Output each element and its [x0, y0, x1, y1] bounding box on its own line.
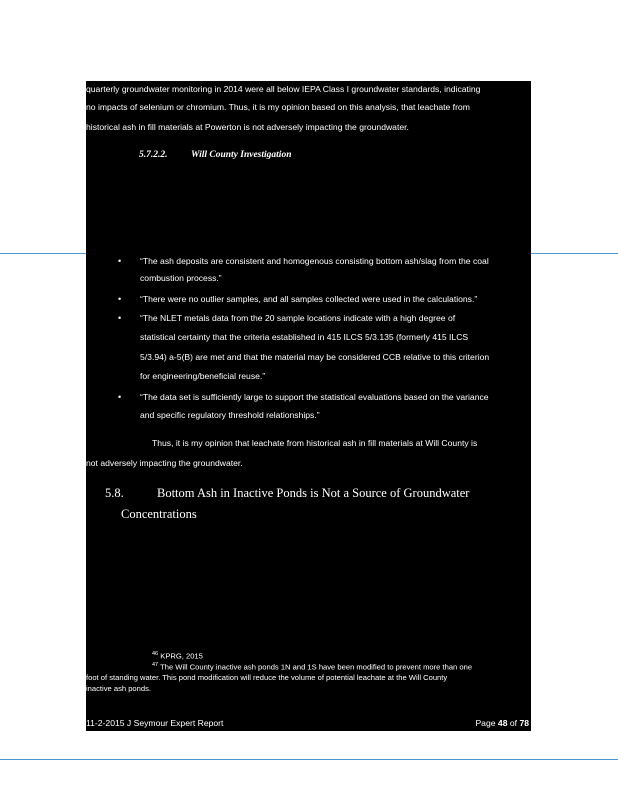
bullet-4-line-2: and specific regulatory threshold relationships.” — [140, 410, 320, 420]
document-page — [86, 81, 531, 731]
intro-line-2: no impacts of selenium or chromium. Thus, it is my opinion based on this analysis, that leachate from — [86, 102, 470, 112]
intro-line-1: quarterly groundwater monitoring in 2014 were all below IEPA Class I groundwater standards, indicating — [86, 84, 481, 94]
footnote-mark: 47 — [152, 662, 159, 668]
footnote-47-cont-1: foot of standing water. This pond modification will reduce the volume of potential leachate at the Will County — [86, 673, 448, 682]
bullet-3-line-3: 5/3.94) a-5(B) are met and that the material may be considered CCB relative to this criterion — [140, 352, 490, 362]
bullet-3-line-4: for engineering/beneficial reuse.” — [140, 371, 266, 381]
footnote-text: The Will County inactive ash ponds 1N and 1S have been modified to prevent more than one — [160, 662, 473, 672]
bullet-1-line-1: “The ash deposits are consistent and homogenous consisting bottom ash/slag from the coal — [140, 256, 489, 266]
section-58-number: 5.8. — [105, 486, 124, 500]
bullet-3-line-2: statistical certainty that the criteria established in 415 ILCS 5/3.135 (formerly 415 ILCS — [140, 332, 469, 342]
conclusion-line-2: not adversely impacting the groundwater. — [86, 458, 243, 468]
conclusion-line-1: Thus, it is my opinion that leachate from historical ash in fill materials at Will County is — [152, 438, 478, 448]
bullet-1-line-2: combustion process.” — [140, 273, 222, 283]
bullet-dot: • — [118, 392, 122, 402]
footnote-47-cont-2: inactive ash ponds. — [86, 684, 152, 693]
page-of: of — [507, 718, 520, 728]
bottom-divider-line — [0, 759, 618, 760]
section-572-number: 5.7.2.2. — [139, 150, 168, 160]
page-total: 78 — [519, 718, 529, 728]
page-current: 48 — [497, 718, 508, 728]
bullet-dot: • — [118, 313, 122, 323]
page-prefix: Page — [475, 718, 498, 728]
footnote-text: KPRG, 2015 — [160, 651, 203, 661]
bullet-2-line-1: “There were no outlier samples, and all samples collected were used in the calculations.” — [140, 294, 478, 304]
section-58-title-line-1: Bottom Ash in Inactive Ponds is Not a Source of Groundwater — [157, 486, 470, 500]
footnote-mark: 46 — [152, 651, 159, 657]
footnote-47 — [152, 660, 472, 673]
intro-line-3: historical ash in fill materials at Powerton is not adversely impacting the groundwater. — [86, 122, 409, 132]
footer-page-number — [475, 715, 529, 731]
bullet-4-line-1: “The data set is sufficiently large to support the statistical evaluations based on the variance — [140, 392, 489, 402]
section-58-title-line-2: Concentrations — [121, 507, 197, 521]
bullet-dot: • — [118, 256, 122, 266]
footer-report-title: 11-2-2015 J Seymour Expert Report — [86, 718, 224, 728]
bullet-3-line-1: “The NLET metals data from the 20 sample locations indicate with a high degree of — [140, 313, 456, 323]
bullet-dot: • — [118, 294, 122, 304]
section-572-title: Will County Investigation — [191, 150, 292, 160]
